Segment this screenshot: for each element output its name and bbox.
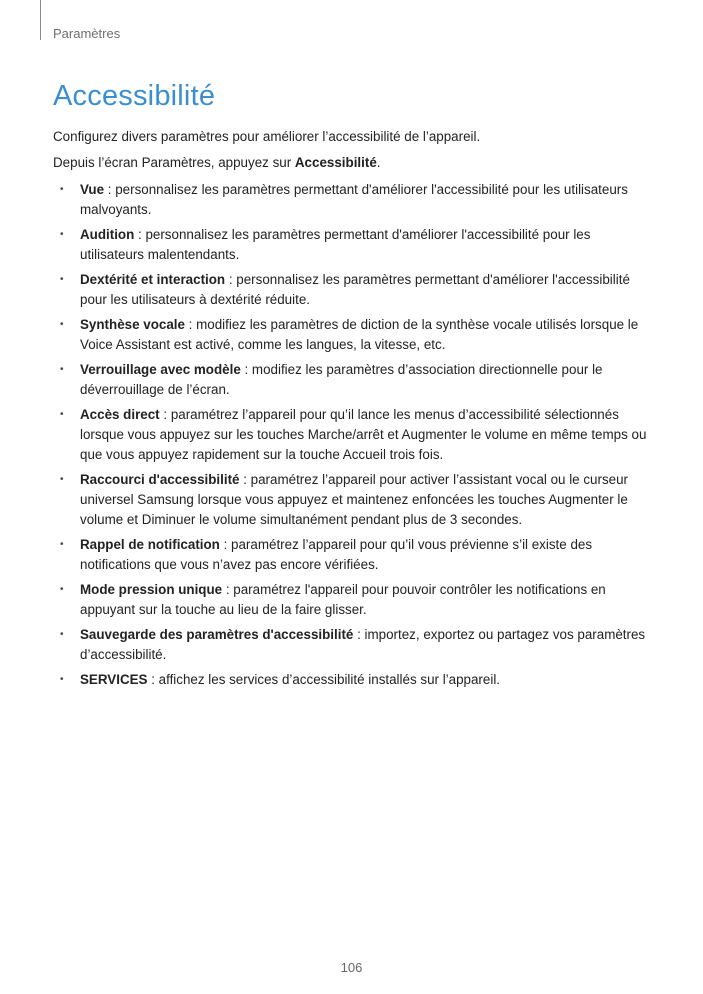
intro-line: Configurez divers paramètres pour améliorer l’accessibilité de l’appareil. bbox=[53, 129, 481, 144]
list-item bbox=[53, 625, 653, 665]
item-description: : affichez les services d’accessibilité installés sur l’appareil. bbox=[147, 672, 501, 687]
list-item bbox=[53, 405, 653, 465]
item-term: Verrouillage avec modèle bbox=[80, 362, 241, 377]
intro bbox=[53, 127, 653, 179]
item-term: Sauvegarde des paramètres d'accessibilité bbox=[80, 627, 354, 642]
intro-instruction-target: Accessibilité bbox=[294, 155, 377, 170]
list-item bbox=[53, 470, 653, 530]
item-term: Audition bbox=[80, 227, 135, 242]
list-item bbox=[53, 535, 653, 575]
list-item bbox=[53, 360, 653, 400]
list-item bbox=[53, 580, 653, 620]
page-title: Accessibilité bbox=[53, 80, 216, 112]
item-description: : paramétrez l’appareil pour qu’il vous prévienne s’il existe des notifications que vous n’avez pas encore vérifiées. bbox=[80, 537, 593, 572]
item-description: : paramétrez l'appareil pour pouvoir contrôler les notifications en appuyant sur la touche au lieu de la faire glisser. bbox=[80, 582, 606, 617]
intro-instruction bbox=[53, 153, 653, 173]
header-rule bbox=[40, 0, 41, 40]
item-term: Accès direct bbox=[80, 407, 160, 422]
list-item bbox=[53, 225, 653, 265]
item-description: : importez, exportez ou partagez vos paramètres d’accessibilité. bbox=[80, 627, 646, 662]
list-item bbox=[53, 315, 653, 355]
page-number: 106 bbox=[340, 960, 363, 975]
item-term: Raccourci d'accessibilité bbox=[80, 472, 240, 487]
item-description: : modifiez les paramètres d’association directionnelle pour le déverrouillage de l’écran. bbox=[80, 362, 603, 397]
intro-instruction-suffix: . bbox=[376, 155, 381, 170]
list-item bbox=[53, 180, 653, 220]
item-term: Vue bbox=[80, 182, 105, 197]
item-description: : personnalisez les paramètres permettant d'améliorer l'accessibilité pour les utilisateurs malentendants. bbox=[80, 227, 591, 262]
item-description: : personnalisez les paramètres permettant d'améliorer l'accessibilité pour les utilisateurs malvoyants. bbox=[80, 182, 628, 217]
item-description: : paramétrez l’appareil pour activer l’assistant vocal ou le curseur universel Samsung lorsque vous appuyez et maintenez enfoncées les touches Augmenter le volume et Diminuer le volume simultanément pendant plus de 3 secondes. bbox=[80, 472, 629, 527]
item-term: Mode pression unique bbox=[80, 582, 223, 597]
option-list bbox=[53, 180, 653, 695]
item-description: : paramétrez l’appareil pour qu’il lance les menus d’accessibilité sélectionnés lorsque vous appuyez sur les touches Marche/arrêt et Augmenter le volume en même temps ou que vous appuyez rapidement sur la touche Accueil trois fois. bbox=[80, 407, 647, 462]
item-term: Dextérité et interaction bbox=[80, 272, 226, 287]
item-term: Synthèse vocale bbox=[80, 317, 185, 332]
item-description: : personnalisez les paramètres permettant d'améliorer l'accessibilité pour les utilisateurs à dextérité réduite. bbox=[80, 272, 630, 307]
item-description: : modifiez les paramètres de diction de la synthèse vocale utilisés lorsque le Voice Assistant est activé, comme les langues, la vitesse, etc. bbox=[80, 317, 639, 352]
list-item bbox=[53, 670, 653, 690]
item-term: SERVICES bbox=[80, 672, 148, 687]
section-label: Paramètres bbox=[53, 26, 121, 41]
list-item bbox=[53, 270, 653, 310]
item-term: Rappel de notification bbox=[80, 537, 220, 552]
intro-instruction-prefix: Depuis l’écran Paramètres, appuyez sur bbox=[53, 155, 295, 170]
